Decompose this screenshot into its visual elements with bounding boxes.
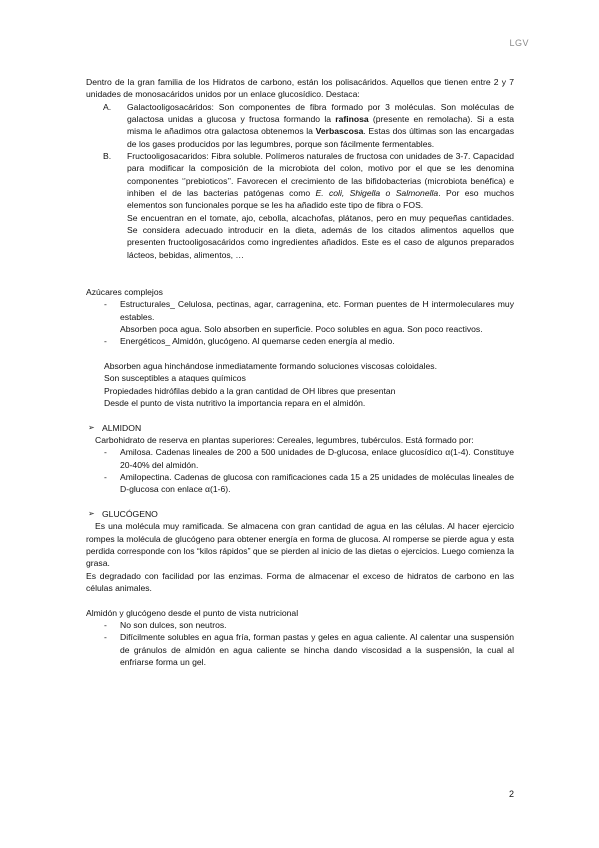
bacteria-names: E. coli, Shigella o Salmonella <box>315 188 439 199</box>
list-marker: - <box>104 299 107 310</box>
page-header-label: LGV <box>509 38 529 48</box>
list-item-text: Estructurales_ Celulosa, pectinas, agar, carragenina, etc. Forman puentes de H intermoleculares muy estables. <box>120 299 514 322</box>
list-item-estructurales <box>86 298 514 323</box>
list-item-text: Amilosa. Cadenas lineales de 200 a 500 unidades de D-glucosa, enlace glucosídico α(1-4). Constituye 20-40% del almidón. <box>120 447 514 470</box>
list-marker: - <box>104 336 107 347</box>
list-item-amilosa <box>86 446 514 471</box>
section-heading-nutricional: Almidón y glucógeno desde el punto de vista nutricional <box>86 607 299 618</box>
section-heading-almidon <box>86 422 514 434</box>
term-rafinosa: rafinosa <box>335 114 369 125</box>
note-line: Propiedades hidrófilas debido a la gran cantidad de OH libres que presentan <box>104 385 396 396</box>
list-marker: B. <box>103 151 112 162</box>
list-item-fructooligosacaridos <box>86 150 514 212</box>
note-line: Desde el punto de vista nutritivo la importancia repara en el almidón. <box>104 397 366 408</box>
glucogeno-paragraph: Es una molécula muy ramificada. Se almacena con gran cantidad de agua en las células. Al hacer ejercicio rompes la molécula de glucógeno para obtener energía en forma de glucosa. Al romperse se pierde agua y esta perdida corresponde con los “kilos rápidos” que se pierden al inicio de las dietas o ejercicios. Luego comienza la grasa. <box>86 521 514 569</box>
list-marker: - <box>104 447 107 458</box>
list-item-no-dulces <box>86 619 514 631</box>
list-marker: - <box>104 632 107 643</box>
list-item-text: Galactooligosacáridos: Son componentes de fibra formado por 3 moléculas. Son moléculas de galactosa unidas a glucosa y fructosa formando la rafinosa (presente en remolacha). Si a esta misma le añadimos otra galactosa obtenemos la Verbascosa. Estas dos últimas son las encargadas de los gases producidos por las legumbres, porque son fácilmente fermentables. <box>127 101 514 149</box>
fos-continuation: Se encuentran en el tomate, ajo, cebolla, alcachofas, plátanos, pero en muy pequeñas cantidades. Se considera adecuado introducir en la dieta, además de los citados alimentos aquellos que presenten fructooligosacáridos como ingredientes añadidos. Este es el caso de algunos preparados lácteos, bebidas, alimentos, … <box>127 212 514 260</box>
page-number: 2 <box>509 789 515 799</box>
term-verbascosa: Verbascosa <box>315 126 364 137</box>
intro-paragraph: Dentro de la gran familia de los Hidratos de carbono, están los polisacáridos. Aquellos que tienen entre 2 y 7 unidades de monosacáridos unidos por un enlace glucosídico. Destaca: <box>86 77 514 100</box>
list-marker: - <box>104 620 107 631</box>
estructurales-continuation: Absorben poca agua. Solo absorben en superficie. Poco solubles en agua. Son poco reactivos. <box>120 323 483 334</box>
almidon-paragraph: Carbohidrato de reserva en plantas superiores: Cereales, legumbres, tubérculos. Está formado por: <box>95 434 474 445</box>
arrow-bullet-icon: ➢ <box>88 422 95 432</box>
document-body <box>86 76 514 669</box>
list-item-text: No son dulces, son neutros. <box>120 620 227 631</box>
arrow-bullet-icon: ➢ <box>88 509 95 519</box>
list-item-text: Fructooligosacaridos: Fibra soluble. Polímeros naturales de fructosa con unidades de 3-7. Capacidad para modificar la composición de la microbiota del colon, motivo por el que se les denomina componentes ‘’prebioticos’’. Favorecen el crecimiento de las bifidobacterias (microbiota benéfica) e inhiben el de las bacterias patógenas como E. coli, Shigella o Salmonella. Por eso muchos elementos son funcionales porque se les ha añadido este tipo de fibra o FOS. <box>127 151 515 211</box>
list-marker: A. <box>103 101 112 112</box>
heading-text: GLUCÓGENO <box>102 509 158 520</box>
note-line: Son susceptibles a ataques químicos <box>104 373 246 384</box>
list-item-amilopectina <box>86 471 514 496</box>
glucogeno-paragraph-2: Es degradado con facilidad por las enzimas. Forma de almacenar el exceso de hidratos de carbono en las células animales. <box>86 570 514 594</box>
list-item-text: Difícilmente solubles en agua fría, forman pastas y geles en agua caliente. Al calentar una suspensión de gránulos de almidón en agua caliente se hincha dando viscosidad a la suspensión, la cual al enfriarse forma un gel. <box>120 632 514 668</box>
list-item-text: Energéticos_ Almidón, glucógeno. Al quemarse ceden energía al medio. <box>120 336 395 347</box>
list-item-energeticos <box>86 335 514 347</box>
section-heading-azucares: Azúcares complejos <box>86 286 163 297</box>
list-marker: - <box>104 472 107 482</box>
list-item-text: Amilopectina. Cadenas de glucosa con ramificaciones cada 15 a 25 unidades de moléculas lineales de D-glucosa con enlace α(1-6). <box>120 472 514 495</box>
note-line: Absorben agua hinchándose inmediatamente formando soluciones viscosas coloidales. <box>104 360 437 371</box>
heading-text: ALMIDON <box>102 422 142 433</box>
list-item-galactooligosacaridos <box>86 101 514 150</box>
section-heading-glucogeno <box>86 508 514 520</box>
list-item-solubilidad <box>86 631 514 668</box>
